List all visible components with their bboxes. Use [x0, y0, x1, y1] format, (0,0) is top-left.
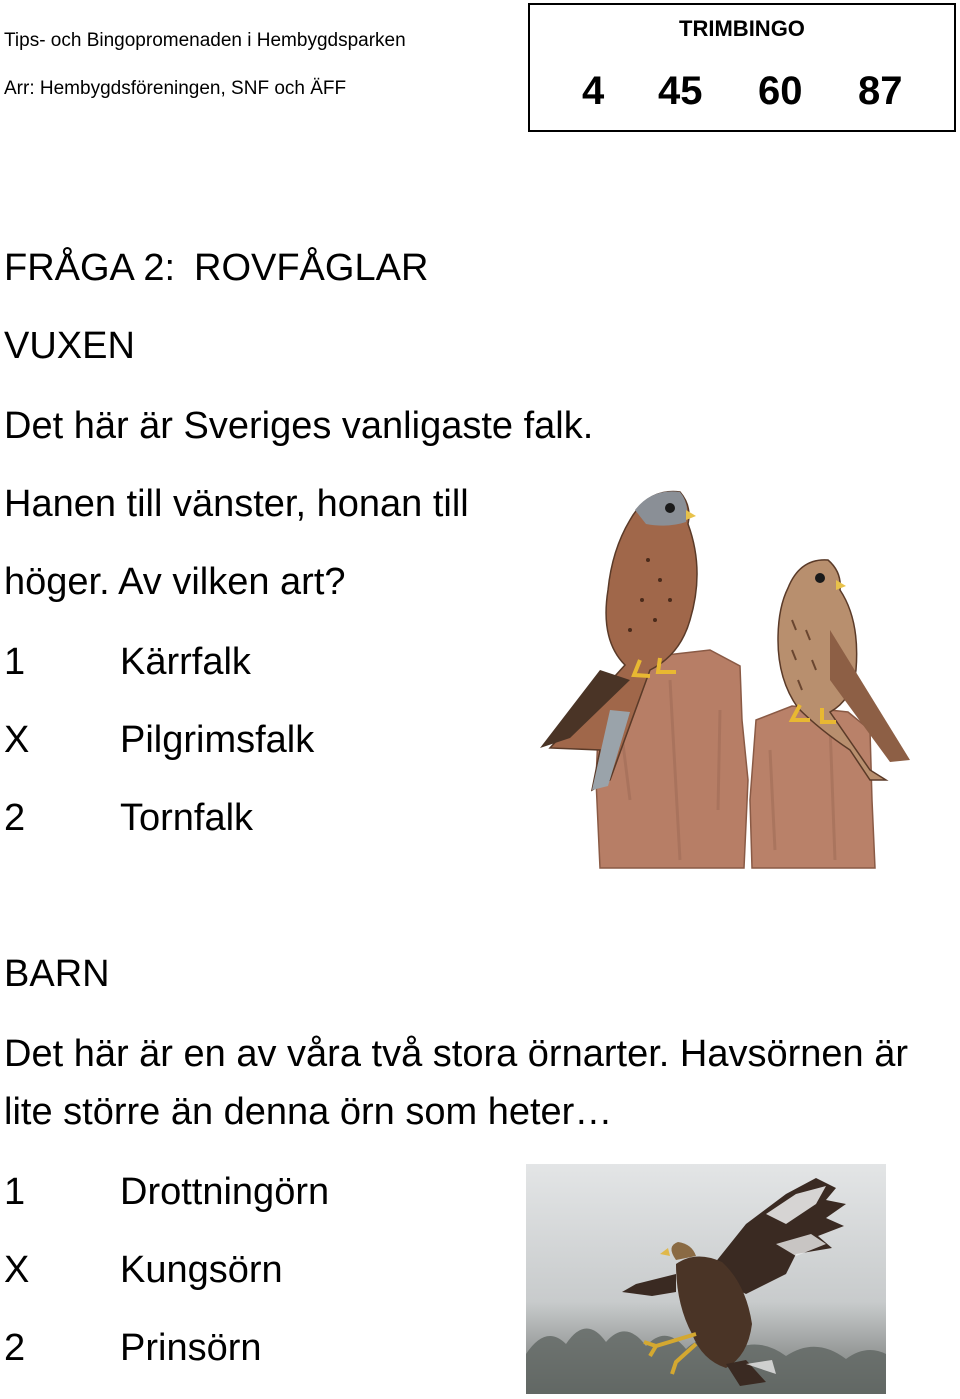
- option-key: 2: [4, 797, 26, 839]
- adult-question-line: höger. Av vilken art?: [4, 561, 346, 603]
- child-label: BARN: [4, 953, 110, 995]
- option-key: 1: [4, 641, 26, 683]
- trimbingo-number: 60: [758, 69, 803, 113]
- option-key: 1: [4, 1171, 26, 1213]
- adult-question-line: Hanen till vänster, honan till: [4, 483, 469, 525]
- option-text: Tornfalk: [120, 797, 254, 839]
- option-text: Kärrfalk: [120, 641, 251, 683]
- trimbingo-number: 45: [658, 69, 703, 113]
- option-key: 2: [4, 1327, 26, 1369]
- adult-label: VUXEN: [4, 325, 135, 367]
- option-text: Prinsörn: [120, 1327, 262, 1369]
- trimbingo-box: [528, 3, 956, 132]
- child-question-line: lite större än denna örn som heter…: [4, 1091, 613, 1133]
- option-text: Pilgrimsfalk: [120, 719, 315, 761]
- header-arranger: Arr: Hembygdsföreningen, SNF och ÄFF: [4, 78, 347, 99]
- adult-question-line: Det här är Sveriges vanligaste falk.: [4, 405, 594, 447]
- option-text: Drottningörn: [120, 1171, 330, 1213]
- option-text: Kungsörn: [120, 1249, 283, 1291]
- option-key: X: [4, 1249, 30, 1291]
- trimbingo-numbers: [530, 69, 954, 125]
- trimbingo-title: TRIMBINGO: [679, 16, 805, 41]
- kestrel-pair-image: [530, 480, 922, 870]
- question-number: FRÅGA 2:: [4, 247, 176, 289]
- option-key: X: [4, 719, 30, 761]
- header-organizer-title: Tips- och Bingopromenaden i Hembygdsparken: [4, 30, 406, 51]
- golden-eagle-image: [526, 1164, 886, 1394]
- trimbingo-number: 4: [582, 69, 605, 113]
- trimbingo-number: 87: [858, 69, 903, 113]
- question-topic: ROVFÅGLAR: [194, 247, 429, 289]
- child-question-line: Det här är en av våra två stora örnarter. Havsörnen är: [4, 1033, 908, 1075]
